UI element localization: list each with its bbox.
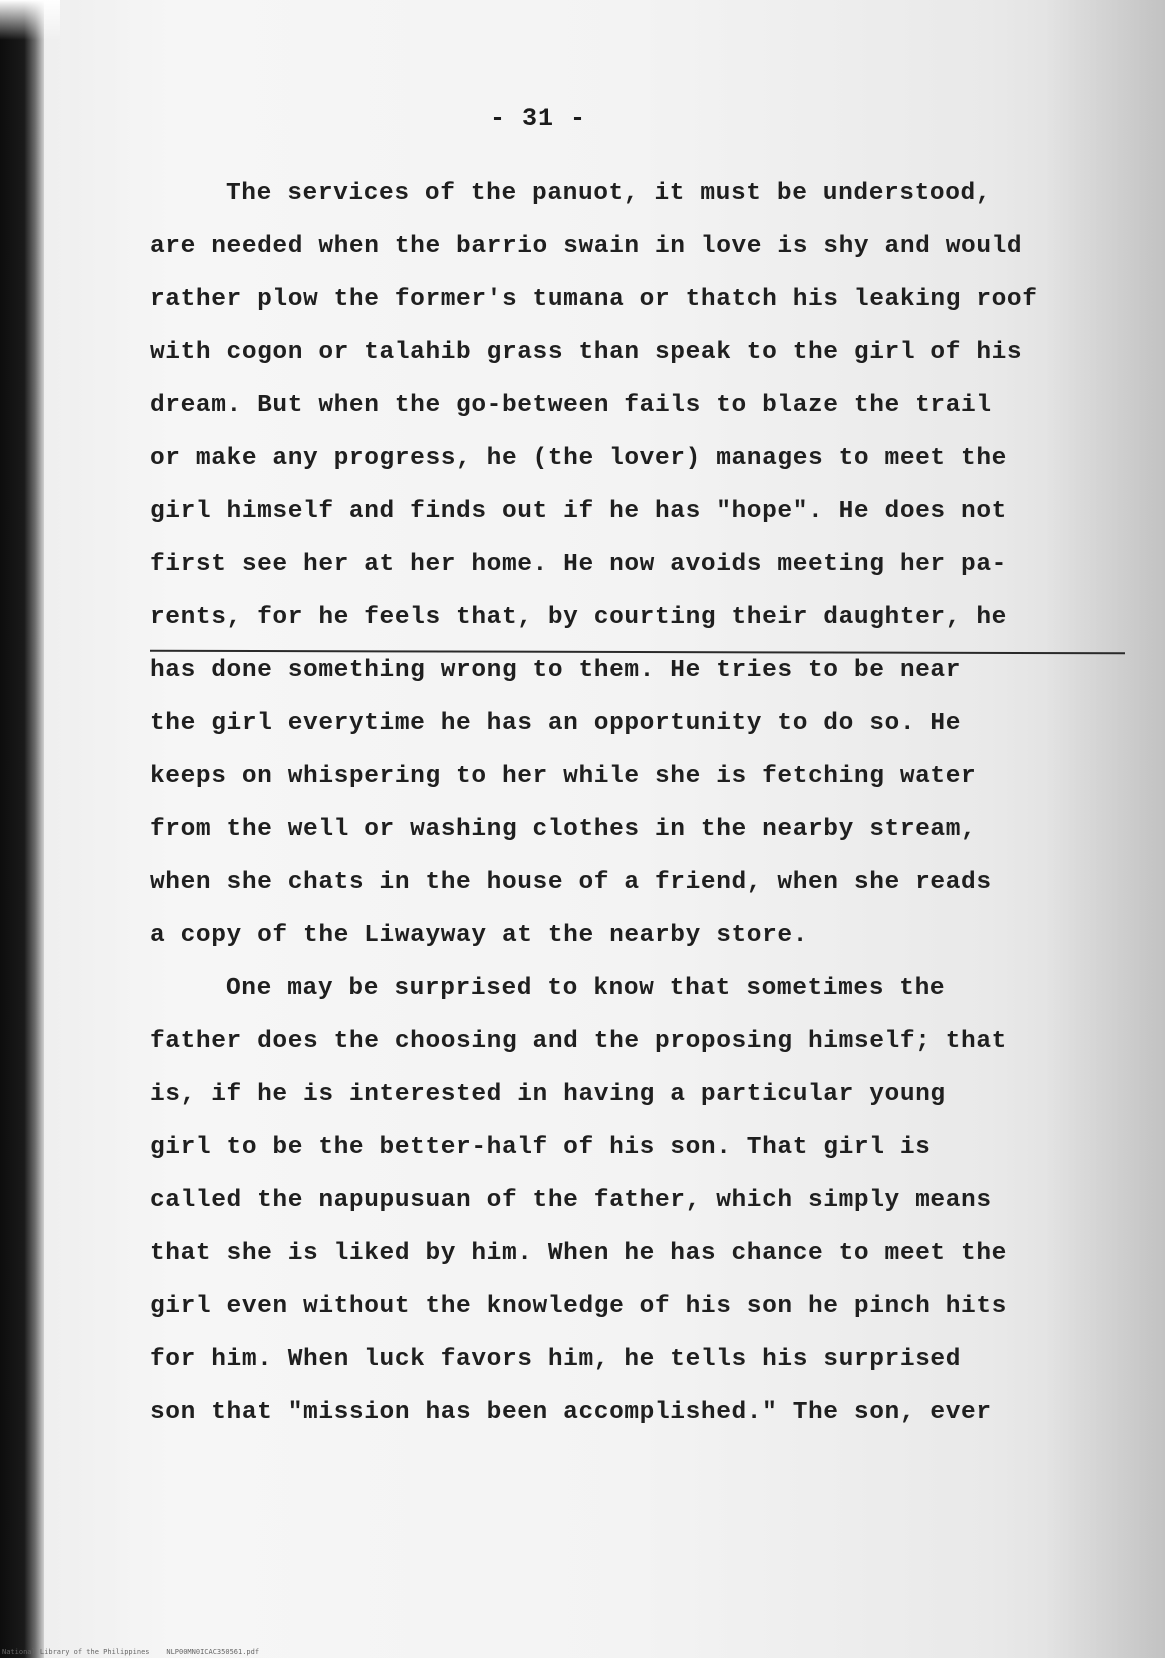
text-line: or make any progress, he (the lover) manages to meet the — [150, 445, 1007, 472]
text-line: girl himself and finds out if he has "hope". He does not — [150, 498, 1007, 525]
text-line: dream. But when the go-between fails to blaze the trail — [150, 392, 992, 419]
text-line: are needed when the barrio swain in love is shy and would — [150, 233, 1023, 260]
text-line: The services of the panuot, it must be understood, — [226, 180, 992, 207]
text-line: father does the choosing and the proposing himself; that — [150, 1028, 1007, 1055]
text-line: One may be surprised to know that sometimes the — [226, 975, 946, 1002]
text-line: girl even without the knowledge of his son he pinch hits — [150, 1293, 1007, 1320]
text-line: for him. When luck favors him, he tells his surprised — [150, 1346, 962, 1373]
text-line: from the well or washing clothes in the nearby stream, — [150, 816, 977, 843]
text-line: has done something wrong to them. He tries to be near — [150, 657, 962, 684]
text-line: called the napupusuan of the father, which simply means — [150, 1187, 992, 1214]
text-line: rents, for he feels that, by courting their daughter, he — [150, 604, 1007, 631]
text-line: keeps on whispering to her while she is fetching water — [150, 763, 977, 790]
page-number: - 31 - — [490, 104, 587, 133]
text-line: rather plow the former's tumana or thatch his leaking roof — [150, 286, 1038, 313]
text-line: girl to be the better-half of his son. That girl is — [150, 1134, 931, 1161]
text-line: when she chats in the house of a friend, when she reads — [150, 869, 992, 896]
text-line: is, if he is interested in having a particular young — [150, 1081, 946, 1108]
text-line: son that "mission has been accomplished." The son, ever — [150, 1399, 992, 1426]
text-line: with cogon or talahib grass than speak to the girl of his — [150, 339, 1023, 366]
footer-caption: National Library of the Philippines NLP00MN0ICAC350561.pdf — [2, 1648, 260, 1656]
typed-underline-mark — [150, 650, 1125, 655]
text-line: first see her at her home. He now avoids meeting her pa- — [150, 551, 1007, 578]
text-line: the girl everytime he has an opportunity to do so. He — [150, 710, 962, 737]
text-line: a copy of the Liwayway at the nearby store. — [150, 922, 809, 949]
binding-top-highlight — [0, 0, 60, 40]
text-line: that she is liked by him. When he has chance to meet the — [150, 1240, 1007, 1267]
binding-edge — [0, 0, 44, 1658]
page-shadow — [1045, 0, 1165, 1658]
